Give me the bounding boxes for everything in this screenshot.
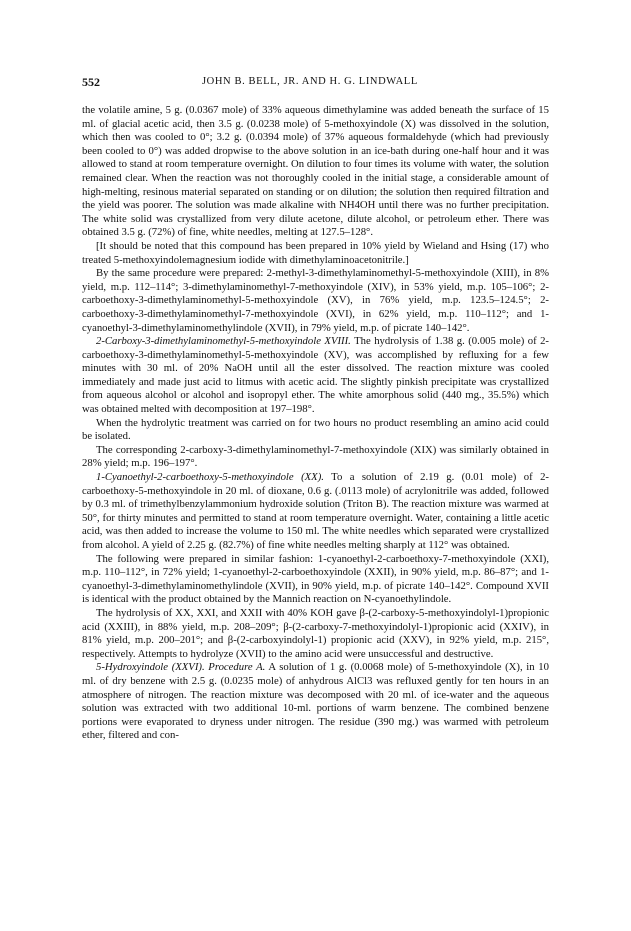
article-body bbox=[82, 104, 549, 743]
section-heading: 2-Carboxy-3-dimethylaminomethyl-5-methoxyindole XVIII. bbox=[96, 335, 351, 348]
paragraph: The following were prepared in similar fashion: 1-cyanoethyl-2-carboethoxy-7-methoxyindole (XXI), m.p. 110–112°, in 72% yield; 1-cyanoethyl-2-carboethoxyindole (XXII), in 90% yield, m.p. 86–87°; and 1-cyanoethyl-3-dimethylaminomethylindole (XVII), in 90% yield, m.p. of picrate 140–142°. Compound XVII is identical with the product obtained by the Mannich reaction on N-cyanoethylindole. bbox=[82, 552, 549, 606]
page-header bbox=[82, 75, 549, 93]
paragraph bbox=[82, 471, 549, 553]
page-number: 552 bbox=[82, 75, 100, 89]
section-heading: 5-Hydroxyindole (XXVI). Procedure A. bbox=[96, 661, 266, 674]
paragraph: The corresponding 2-carboxy-3-dimethylaminomethyl-7-methoxyindole (XIX) was similarly obtained in 28% yield; m.p. 196–197°. bbox=[82, 443, 549, 470]
paragraph bbox=[82, 335, 549, 417]
section-heading: 1-Cyanoethyl-2-carboethoxy-5-methoxyindole (XX). bbox=[96, 471, 324, 484]
running-title: JOHN B. BELL, JR. AND H. G. LINDWALL bbox=[202, 76, 418, 87]
paragraph: When the hydrolytic treatment was carried on for two hours no product resembling an amino acid could be isolated. bbox=[82, 416, 549, 443]
paragraph: [It should be noted that this compound has been prepared in 10% yield by Wieland and Hsing (17) who treated 5-methoxyindolemagnesium iodide with dimethylaminoacetonitrile.] bbox=[82, 239, 549, 266]
paragraph: The hydrolysis of XX, XXI, and XXII with 40% KOH gave β-(2-carboxy-5-methoxyindolyl-1)propionic acid (XXIII), in 88% yield, m.p. 208–209°; β-(2-carboxy-7-methoxyindolyl-1)propionic acid (XXIV), in 81% yield, m.p. 200–201°; and β-(2-carboxyindolyl-1) propionic acid (XXV), in 92% yield, m.p. 215°, respectively. Attempts to hydrolyze (XVII) to the amino acid were unsuccessful and destructive. bbox=[82, 606, 549, 660]
paragraph-text: To a solution of 2.19 g. (0.01 mole) of 2-carboethoxy-5-methoxyindole in 20 ml. of dioxane, 0.6 g. (.0113 mole) of acrylonitrile was added, followed by 0.3 ml. of trimethylbenzylammonium hydroxide solution (Triton B). The reaction mixture was warmed at 50°, for thirty minutes and permitted to stand at room temperature overnight. Water, containing a little acetic acid, was then added to increase the volume to 150 ml. The white needles which separated were crystallized from alcohol. A yield of 2.25 g. (82.7%) of fine white needles melting sharply at 112° was obtained. bbox=[82, 471, 549, 551]
paragraph-text: A solution of 1 g. (0.0068 mole) of 5-methoxyindole (X), in 10 ml. of dry benzene with 2.5 g. (0.0235 mole) of anhydrous AlCl3 was refluxed gently for ten hours in an atmosphere of nitrogen. The reaction mixture was decomposed with 20 ml. of ice-water and the aqueous solution was extracted with two additional 10-ml. portions of warm benzene. The combined benzene portions were evaporated to dryness under nitrogen. The residue (390 mg.) was warmed with petroleum ether, filtered and con- bbox=[82, 661, 549, 742]
paragraph-text: The hydrolysis of 1.38 g. (0.005 mole) of 2-carboethoxy-3-dimethylaminomethyl-5-methoxyindole (XV), was accomplished by refluxing for a few minutes with 30 ml. of 20% NaOH until all the ester dissolved. The reaction mixture was cooled immediately and made just acid to litmus with acetic acid. The slightly pinkish precipitate was crystallized from aqueous alcohol or alcohol and isopropyl ether. The white amorphous solid (440 mg., 35.5%) which was obtained melted with decomposition at 197–198°. bbox=[82, 335, 549, 416]
paragraph bbox=[82, 661, 549, 743]
paragraph: By the same procedure were prepared: 2-methyl-3-dimethylaminomethyl-5-methoxyindole (XIII), in 8% yield, m.p. 112–114°; 3-dimethylaminomethyl-7-methoxyindole (XIV), in 53% yield, m.p. 105–106°; 2-carboethoxy-3-dimethylaminomethyl-5-methoxyindole (XV), in 76% yield, m.p. 123.5–124.5°; 2-carboethoxy-3-dimethylaminomethyl-7-methoxyindole (XVI), in 62% yield, m.p. 110–112°; and 1-cyanoethyl-3-dimethylaminomethylindole (XVII), in 79% yield, m.p. of picrate 140–142°. bbox=[82, 267, 549, 334]
paragraph: the volatile amine, 5 g. (0.0367 mole) of 33% aqueous dimethylamine was added beneath the surface of 15 ml. of glacial acetic acid, then 3.5 g. (0.0238 mole) of 5-methoxyindole (X) was dissolved in the solution, which then was cooled to 0°; 3.2 g. (0.0394 mole) of 37% aqueous formaldehyde (which had previously been cooled to 0°) was added dropwise to the above solution in an ice-bath during one-half hour and it was allowed to stand at room temperature overnight. On dilution to four times its volume with water, the solution remained clear. When the reaction was not thoroughly cooled in the initial stage, a considerable amount of high-melting, resinous material separated on standing or on dilution; the solution then required filtration and the yield was poorer. The solution was made alkaline with NH4OH until there was no further precipitation. The white solid was crystallized from very dilute acetone, dilute alcohol, or petroleum ether. There was obtained 3.5 g. (72%) of fine, white needles, melting at 127.5–128°. bbox=[82, 104, 549, 239]
